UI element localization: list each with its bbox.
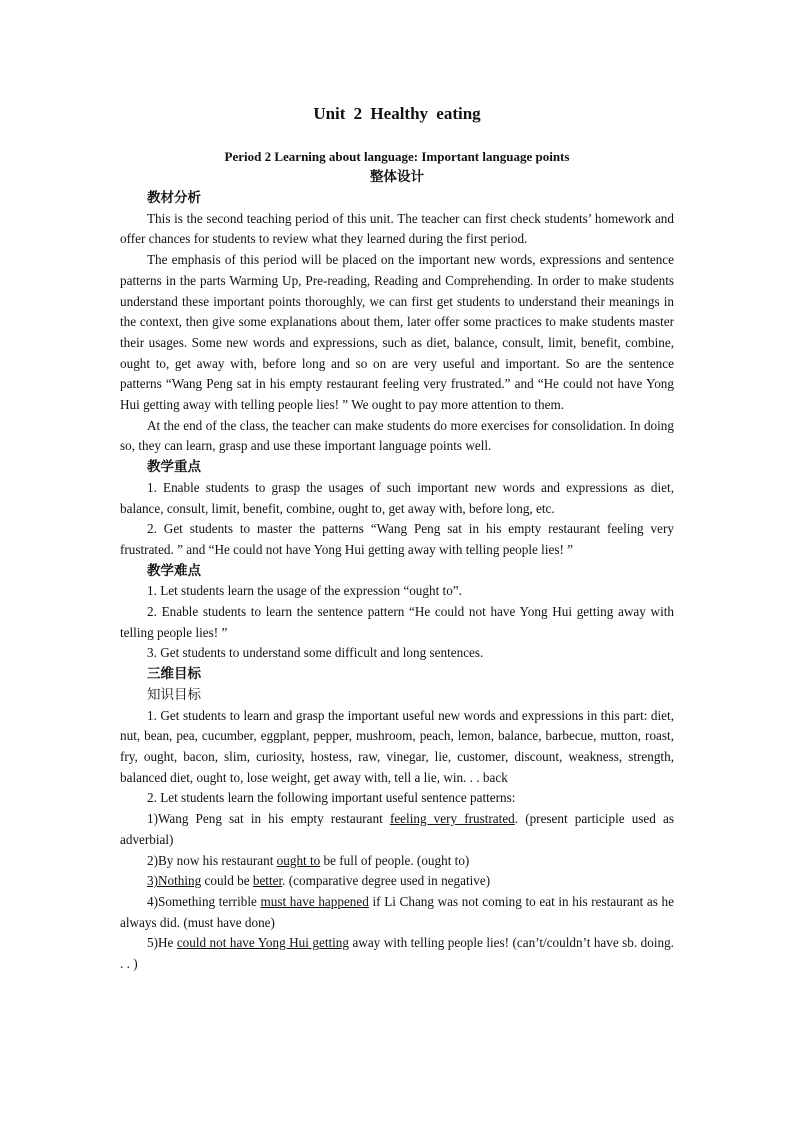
paragraph: 3. Get students to understand some difficult and long sentences. [147, 645, 484, 661]
key-points-heading: 教学重点 [147, 459, 201, 476]
text: could be [201, 873, 253, 889]
paragraph: 2. Enable students to learn the sentence pattern “He could not have Yong Hui getting away with telling people lies! ” [120, 604, 674, 640]
period-title: Period 2 Learning about language: Important language points [224, 149, 570, 164]
unit-title: Unit 2 Healthy eating [313, 104, 481, 123]
text: . (comparative degree used in negative) [282, 873, 491, 889]
sentence-pattern-4 [120, 892, 674, 933]
three-dimensional-goals-heading: 三维目标 [147, 666, 201, 683]
paragraph: 1. Let students learn the usage of the expression “ought to”. [147, 583, 462, 599]
sentence-pattern-2 [120, 851, 674, 872]
paragraph: 1. Enable students to grasp the usages of such important new words and expressions as diet, balance, consult, limit, benefit, combine, ought to, get away with, before long, etc. [120, 479, 674, 516]
text: if Li Chang was not coming to eat in his restaurant as he always did. (must have done) [120, 893, 674, 930]
underlined-text: feeling very frustrated [389, 811, 515, 827]
document-page [120, 104, 674, 975]
underlined-text: better [252, 873, 283, 889]
underlined-text: must have happened [260, 893, 369, 909]
underlined-text: ought to [276, 852, 321, 868]
text: be full of people. (ought to) [320, 852, 470, 868]
paragraph: This is the second teaching period of this unit. The teacher can first check students’ homework and offer chances for students to review what they learned during the first period. [120, 210, 674, 247]
paragraph: The emphasis of this period will be placed on the important new words, expressions and sentence patterns in the parts Warming Up, Pre-reading, Reading and Comprehending. In order to make students understand these important points thoroughly, we can first get students to understand their meanings in the context, then give some explanations about them, later offer some practices to make students master their usages. Some new words and expressions, such as diet, balance, consult, limit, benefit, combine, ought to, get away with, before long and so on are very useful and important. So are the sentence patterns “Wang Peng sat in his empty restaurant feeling very frustrated.” and “He could not have Yong Hui getting away with telling people lies! ” We ought to pay more attention to them. [120, 252, 674, 413]
paragraph: 2. Get students to master the patterns “Wang Peng sat in his empty restaurant feeling very frustrated. ” and “He could not have Yong Hui getting away with telling people lies! ” [120, 521, 674, 557]
knowledge-goals-subheading: 知识目标 [147, 686, 201, 703]
text: 1)Wang Peng sat in his empty restaurant [147, 811, 390, 827]
overall-design-heading: 整体设计 [370, 169, 424, 185]
text: 5)He [147, 935, 177, 951]
text: 4)Something terrible [147, 893, 261, 909]
text: . (present participle used as adverbial) [120, 811, 674, 847]
sentence-pattern-3 [120, 871, 674, 892]
underlined-text: 3)Nothing [147, 873, 202, 889]
text: away with telling people lies! (can’t/couldn’t have sb. doing. . . ) [120, 935, 674, 972]
sentence-pattern-1 [120, 809, 674, 850]
underlined-text: could not have Yong Hui getting [176, 935, 349, 951]
sentence-pattern-5 [120, 933, 674, 974]
text: 2)By now his restaurant [147, 852, 277, 868]
paragraph: 2. Let students learn the following important useful sentence patterns: [147, 790, 516, 806]
textbook-analysis-heading: 教材分析 [147, 190, 201, 206]
paragraph: 1. Get students to learn and grasp the important useful new words and expressions in this part: diet, nut, bean, pea, cucumber, eggplant, pepper, mushroom, peach, lemon, balance, barbecue, mutton, roast, fry, ought, bacon, slim, curiosity, hostess, raw, vinegar, lie, customer, discount, weakness, strength, balanced diet, ought to, lose weight, get away with, tell a lie, win. . . back [120, 707, 674, 785]
difficult-points-heading: 教学难点 [147, 562, 201, 579]
paragraph: At the end of the class, the teacher can make students do more exercises for consolidation. In doing so, they can learn, grasp and use these important language points well. [120, 417, 674, 454]
